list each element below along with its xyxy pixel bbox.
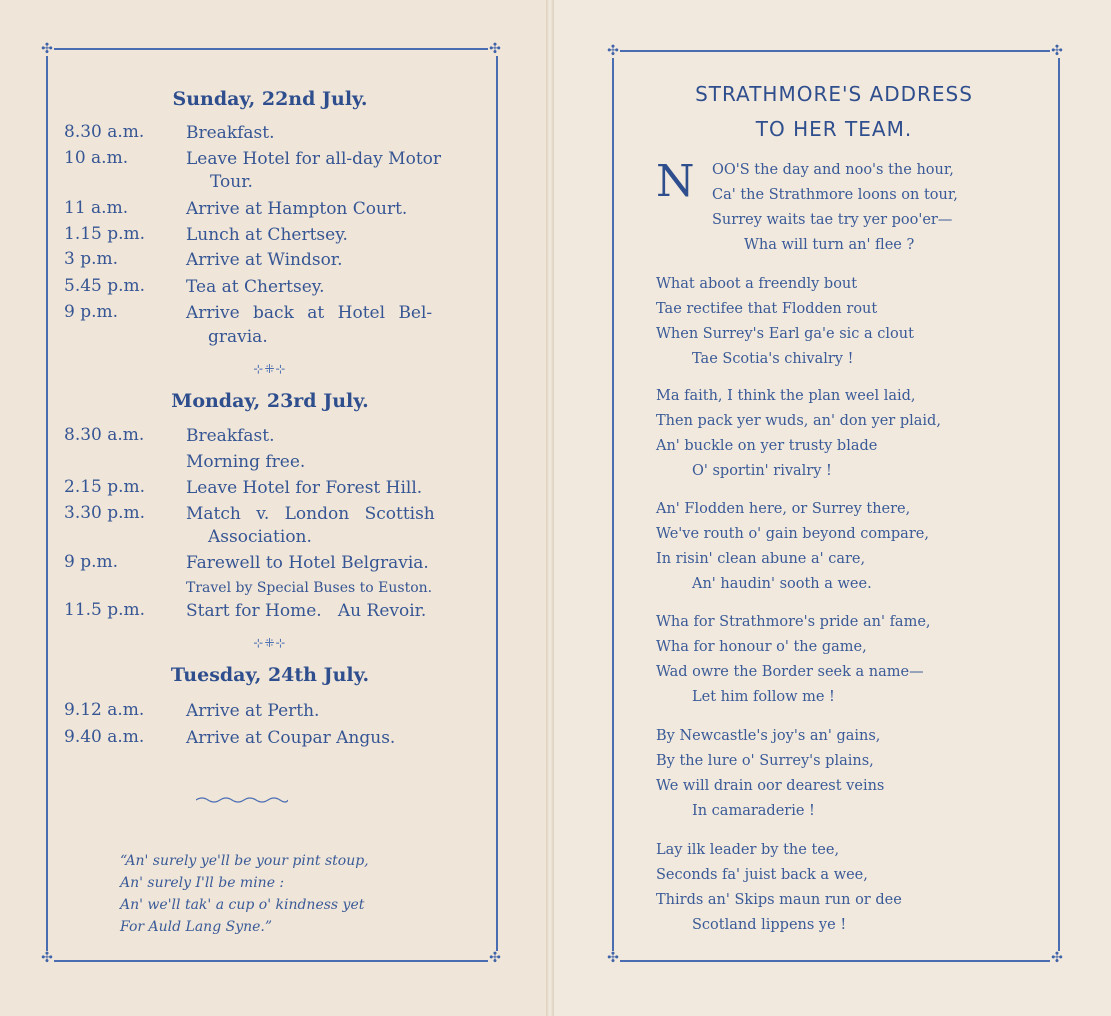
corner-ornament-icon: ✣ <box>489 950 501 966</box>
stanza-3: Ma faith, I think the plan weel laid, Then pack yer wuds, an' don yer plaid, An' buckle on yer trusty blade O' sportin' rivalry ! <box>656 388 941 479</box>
stanza-5: Wha for Strathmore's pride an' fame, Wha for honour o' the game, Wad owre the Border seek a name— Let him follow me ! <box>656 614 931 705</box>
corner-ornament-icon: ✣ <box>41 950 53 966</box>
day-heading-sunday: Sunday, 22nd July. <box>172 88 368 110</box>
stanza-6: By Newcastle's joy's an' gains, By the lure o' Surrey's plains, We will drain oor dearest veins In camaraderie ! <box>656 728 885 819</box>
squiggle-divider <box>196 796 288 804</box>
auld-lang-syne-quote: “An' surely ye'll be your pint stoup, An' surely I'll be mine : An' we'll tak' a cup o' kindness yet For Auld Lang Syne.” <box>120 853 369 935</box>
corner-ornament-icon: ✣ <box>1051 43 1063 59</box>
day-heading-tuesday: Tuesday, 24th July. <box>170 664 370 686</box>
corner-ornament-icon: ✣ <box>489 41 501 57</box>
stanza-1: OO'S the day and noo's the hour, Ca' the Strathmore loons on tour, Surrey waits tae try yer poo'er— Wha will turn an' flee ? <box>712 162 958 253</box>
stanza-2: What aboot a freendly bout Tae rectifee that Flodden rout When Surrey's Earl ga'e sic a clout Tae Scotia's chivalry ! <box>656 276 914 367</box>
stanza-4: An' Flodden here, or Surrey there, We've routh o' gain beyond compare, In risin' clean abune a' care, An' haudin' sooth a wee. <box>656 501 929 592</box>
stanza-7: Lay ilk leader by the tee, Seconds fa' juist back a wee, Thirds an' Skips maun run or dee Scotland lippens ye ! <box>656 842 902 933</box>
page-fold <box>546 0 554 1016</box>
divider-ornament: ⊹⁜⊹ <box>253 362 287 376</box>
corner-ornament-icon: ✣ <box>607 43 619 59</box>
corner-ornament-icon: ✣ <box>41 41 53 57</box>
day-heading-monday: Monday, 23rd July. <box>171 390 369 412</box>
divider-ornament: ⊹⁜⊹ <box>253 636 287 650</box>
drop-cap: N <box>656 156 695 207</box>
poem-title: STRATHMORE'S ADDRESS <box>695 82 973 106</box>
corner-ornament-icon: ✣ <box>607 950 619 966</box>
corner-ornament-icon: ✣ <box>1051 950 1063 966</box>
poem-title-line2: TO HER TEAM. <box>755 117 913 141</box>
